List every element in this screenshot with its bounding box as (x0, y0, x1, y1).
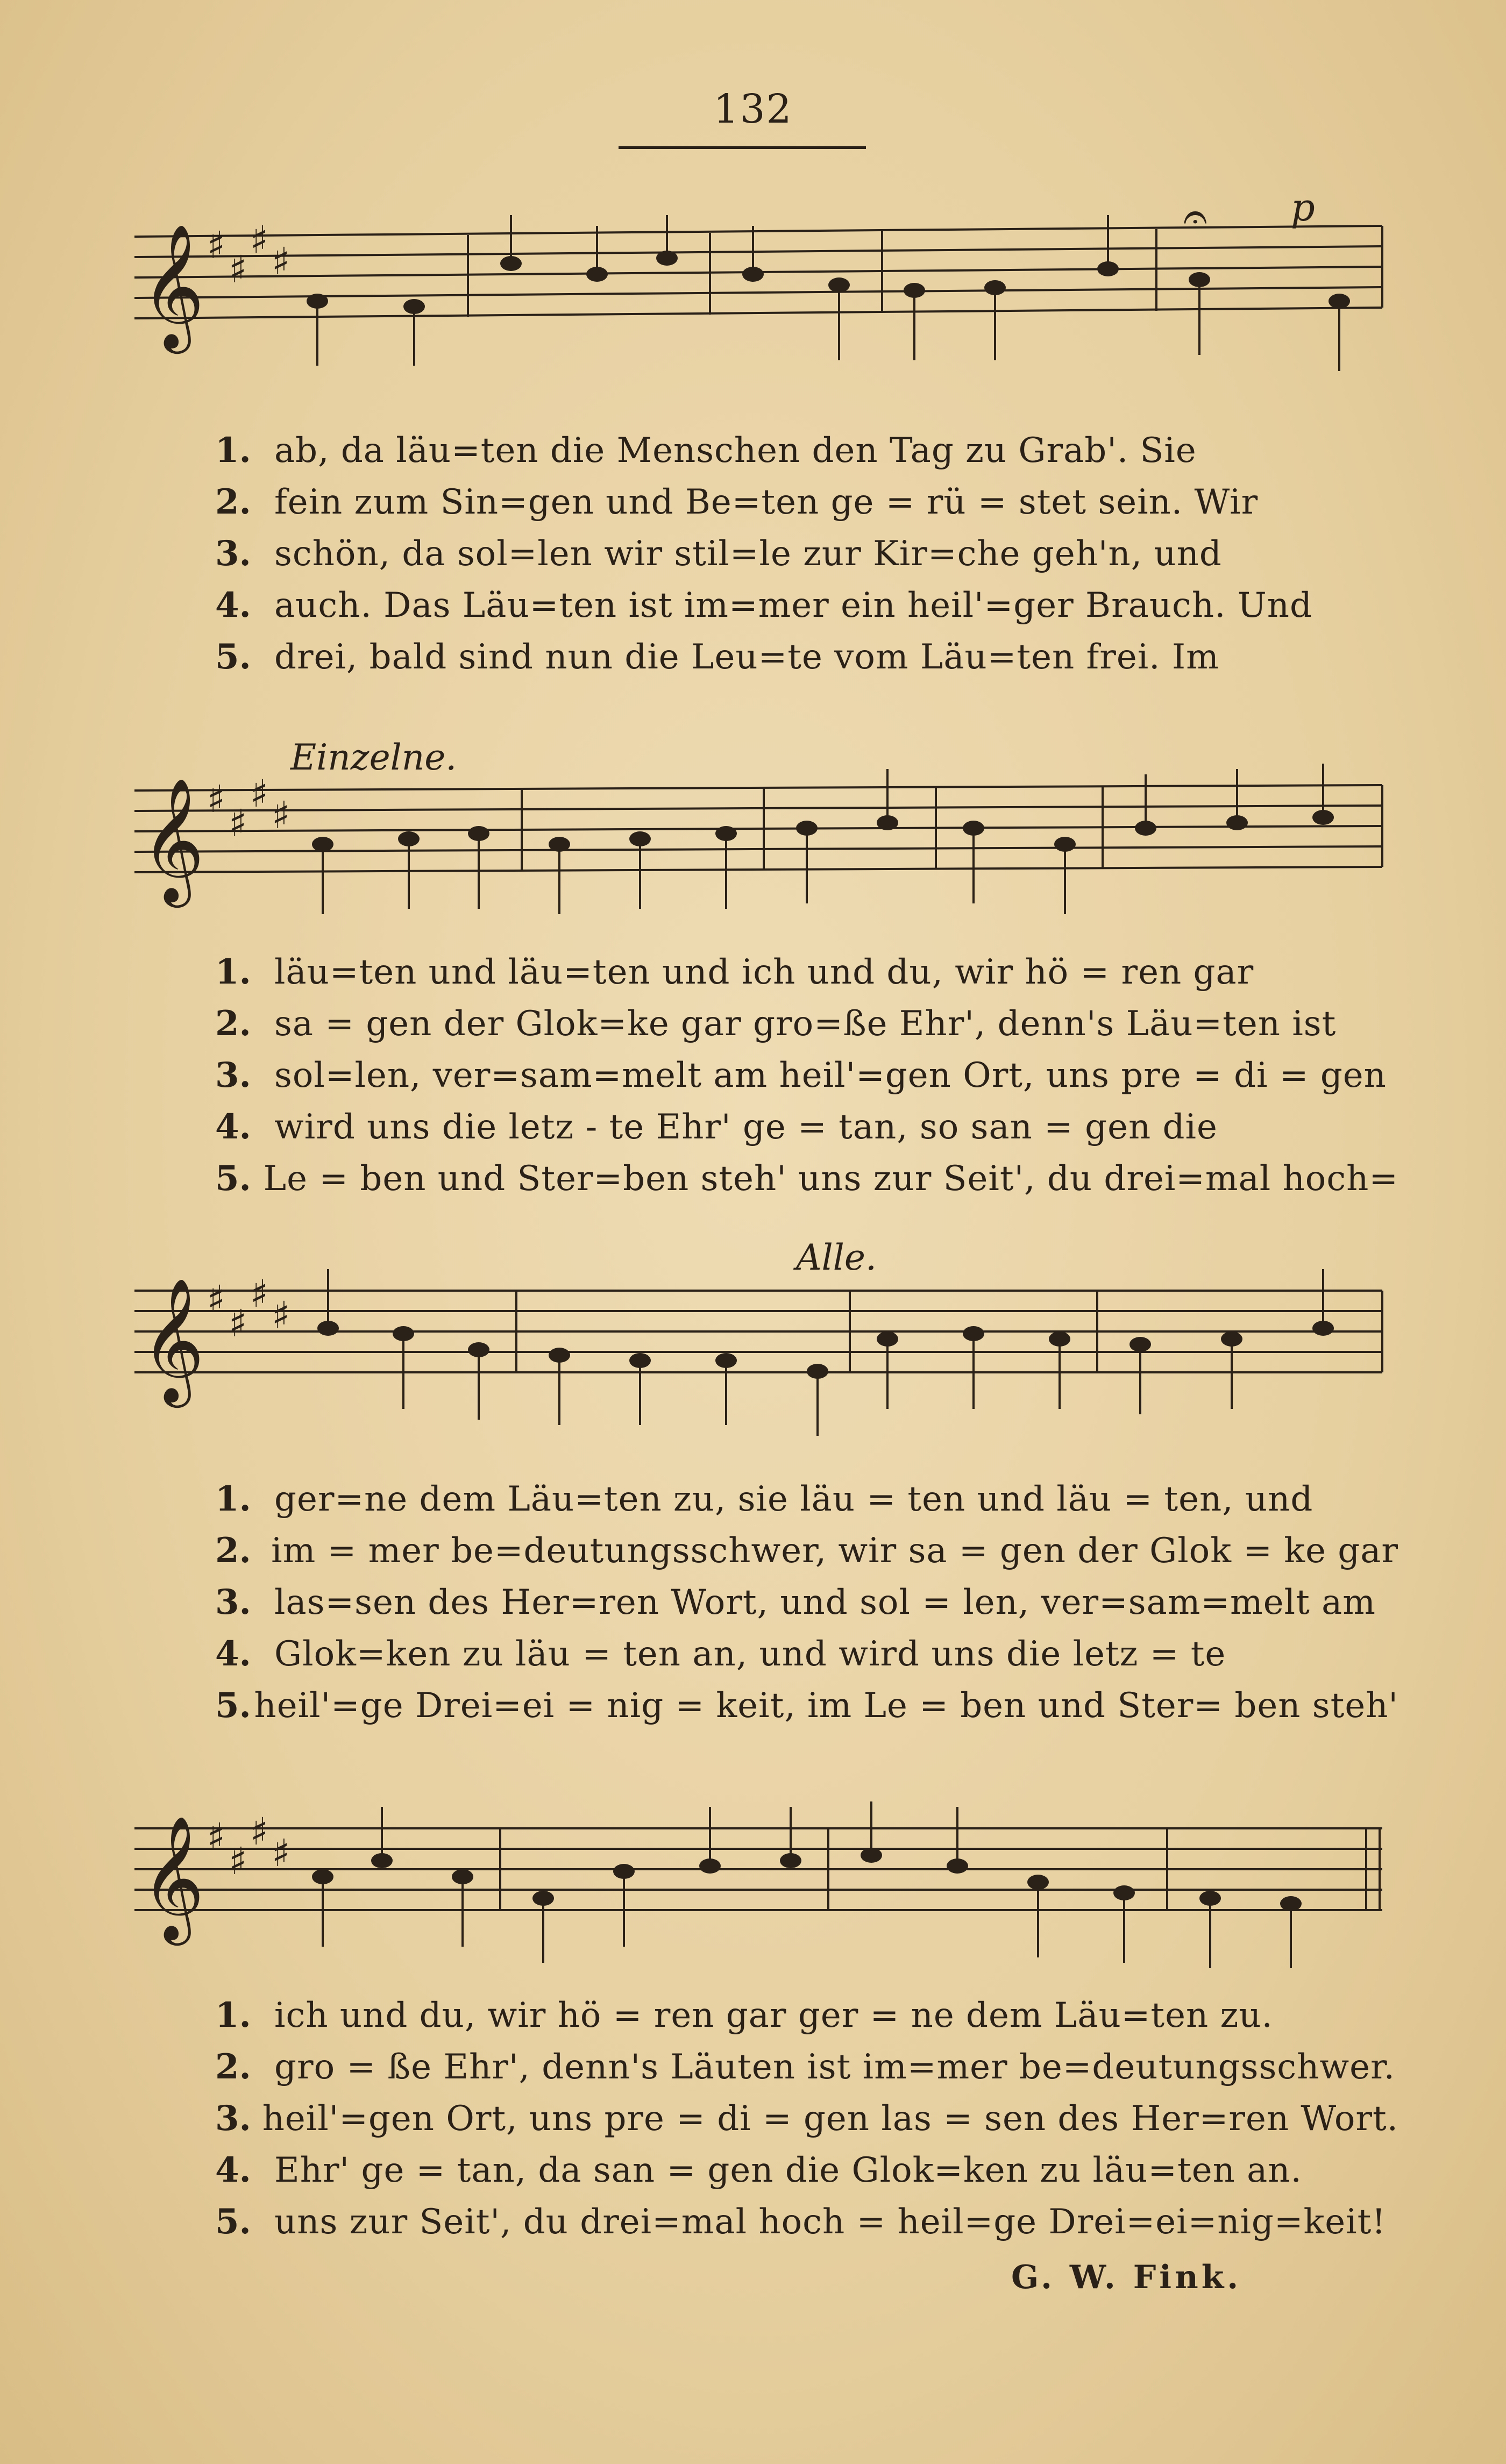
verse-text: wird uns die letz - te Ehr' ge = tan, so san = gen die (274, 1107, 1218, 1147)
verse-line (215, 2098, 1398, 2150)
verse-text: Glok=ken zu läu = ten an, und wird uns die letz = te (274, 1634, 1226, 1674)
verse-number: 2. (215, 1530, 251, 1571)
verse-line (215, 1479, 1398, 1530)
dynamic-piano-mark: p (1291, 194, 1315, 230)
sharp-icon: ♯ (207, 777, 225, 821)
sharp-icon: ♯ (229, 247, 247, 291)
verse-number: 2. (215, 482, 251, 522)
sharp-icon: ♯ (207, 1277, 225, 1321)
sharp-icon: ♯ (272, 793, 290, 837)
verse-text: uns zur Seit', du drei=mal hoch = heil=ge Drei=ei=nig=keit! (274, 2202, 1387, 2242)
verse-text: las=sen des Her=ren Wort, und sol = len, ver=sam=melt am (274, 1583, 1376, 1622)
verse-line (215, 637, 1398, 688)
treble-clef-icon: 𝄞 (141, 223, 205, 348)
verse-text: ab, da läu=ten die Menschen den Tag zu Grab'. Sie (274, 431, 1197, 471)
verse-line (215, 1582, 1398, 1634)
verse-text: drei, bald sind nun die Leu=te vom Läu=ten frei. Im (274, 637, 1219, 677)
verse-number: 4. (215, 1107, 251, 1147)
verse-text: auch. Das Läu=ten ist im=mer ein heil'=ger Brauch. Und (274, 586, 1312, 625)
verse-line (215, 952, 1398, 1003)
verse-number: 1. (215, 1995, 251, 2035)
sharp-icon: ♯ (250, 772, 268, 816)
verse-line (215, 482, 1398, 533)
key-signature-sharps (207, 1810, 290, 1883)
verse-text: im = mer be=deutungsschwer, wir sa = gen der Glok = ke gar (271, 1531, 1398, 1571)
music-staff-2 (0, 753, 1506, 979)
fermata-icon: 𝄐 (1183, 194, 1207, 241)
lyrics-block-3 (215, 1479, 1398, 1737)
verse-number: 5. (215, 1158, 251, 1199)
verse-line (215, 2047, 1398, 2098)
verse-number: 1. (215, 1479, 251, 1519)
verse-text: heil'=ge Drei=ei = nig = keit, im Le = ben und Ster= ben steh' (254, 1686, 1398, 1726)
verse-number: 3. (215, 533, 251, 574)
treble-clef-icon: 𝄞 (141, 777, 205, 902)
lyrics-block-4 (215, 1995, 1398, 2253)
verse-line (215, 1158, 1398, 1210)
sharp-icon: ♯ (207, 1815, 225, 1859)
sharp-icon: ♯ (229, 1839, 247, 1883)
music-staff-3 (0, 1248, 1506, 1473)
treble-clef-icon: 𝄞 (141, 1277, 205, 1402)
verse-number: 1. (215, 952, 251, 992)
verse-line (215, 1995, 1398, 2047)
verse-text: Le = ben und Ster=ben steh' uns zur Seit', du drei=mal hoch= (263, 1159, 1398, 1199)
verse-line (215, 2202, 1398, 2253)
verse-line (215, 585, 1398, 637)
verse-number: 4. (215, 585, 251, 625)
sharp-icon: ♯ (272, 239, 290, 283)
verse-number: 3. (215, 1055, 251, 1095)
verse-text: sol=len, ver=sam=melt am heil'=gen Ort, uns pre = di = gen (274, 1056, 1387, 1095)
key-signature-sharps (207, 218, 290, 291)
verse-number: 2. (215, 1003, 251, 1044)
lyrics-block-1 (215, 430, 1398, 688)
verse-number: 5. (215, 2202, 251, 2242)
verse-line (215, 1634, 1398, 1685)
verse-line (215, 430, 1398, 482)
verse-line (215, 1003, 1398, 1055)
sharp-icon: ♯ (272, 1831, 290, 1875)
verse-text: fein zum Sin=gen und Be=ten ge = rü = stet sein. Wir (274, 482, 1259, 522)
header-rule (619, 146, 866, 149)
sharp-icon: ♯ (229, 801, 247, 845)
verse-line (215, 1055, 1398, 1107)
sharp-icon: ♯ (250, 1810, 268, 1854)
composer-credit: G. W. Fink. (1011, 2259, 1242, 2296)
notes (312, 1801, 1302, 1968)
music-staff-1 (0, 194, 1506, 419)
verse-text: heil'=gen Ort, uns pre = di = gen las = sen des Her=ren Wort. (262, 2099, 1398, 2139)
treble-clef-icon: 𝄞 (141, 1815, 205, 1940)
verse-number: 4. (215, 1634, 251, 1674)
section-label-alle: Alle. (796, 1237, 877, 1278)
lyrics-block-2 (215, 952, 1398, 1210)
sharp-icon: ♯ (250, 1272, 268, 1316)
verse-text: ger=ne dem Läu=ten zu, sie läu = ten und läu = ten, und (274, 1479, 1313, 1519)
verse-text: sa = gen der Glok=ke gar gro=ße Ehr', denn's Läu=ten ist (274, 1004, 1337, 1044)
verse-line (215, 2150, 1398, 2202)
verse-line (215, 1530, 1398, 1582)
sharp-icon: ♯ (272, 1293, 290, 1337)
music-staff-4 (0, 1785, 1506, 2011)
verse-number: 4. (215, 2150, 251, 2190)
key-signature-sharps (207, 772, 290, 845)
verse-text: Ehr' ge = tan, da san = gen die Glok=ken zu läu=ten an. (274, 2150, 1302, 2190)
page-number: 132 (713, 86, 793, 132)
verse-text: gro = ße Ehr', denn's Läuten ist im=mer be=deutungsschwer. (274, 2047, 1395, 2087)
key-signature-sharps (207, 1272, 290, 1345)
verse-line (215, 1685, 1398, 1737)
verse-number: 3. (215, 1582, 251, 1622)
verse-number: 5. (215, 637, 251, 677)
verse-number: 2. (215, 2047, 251, 2087)
verse-text: ich und du, wir hö = ren gar ger = ne dem Läu=ten zu. (274, 1996, 1273, 2035)
verse-number: 5. (215, 1685, 251, 1726)
verse-line (215, 533, 1398, 585)
section-label-einzelne: Einzelne. (290, 737, 457, 778)
sharp-icon: ♯ (207, 223, 225, 267)
sharp-icon: ♯ (229, 1301, 247, 1345)
verse-number: 1. (215, 430, 251, 471)
sharp-icon: ♯ (250, 218, 268, 262)
verse-text: schön, da sol=len wir stil=le zur Kir=che geh'n, und (274, 534, 1222, 574)
verse-line (215, 1107, 1398, 1158)
verse-text: läu=ten und läu=ten und ich und du, wir hö = ren gar (274, 952, 1254, 992)
verse-number: 3. (215, 2098, 251, 2139)
